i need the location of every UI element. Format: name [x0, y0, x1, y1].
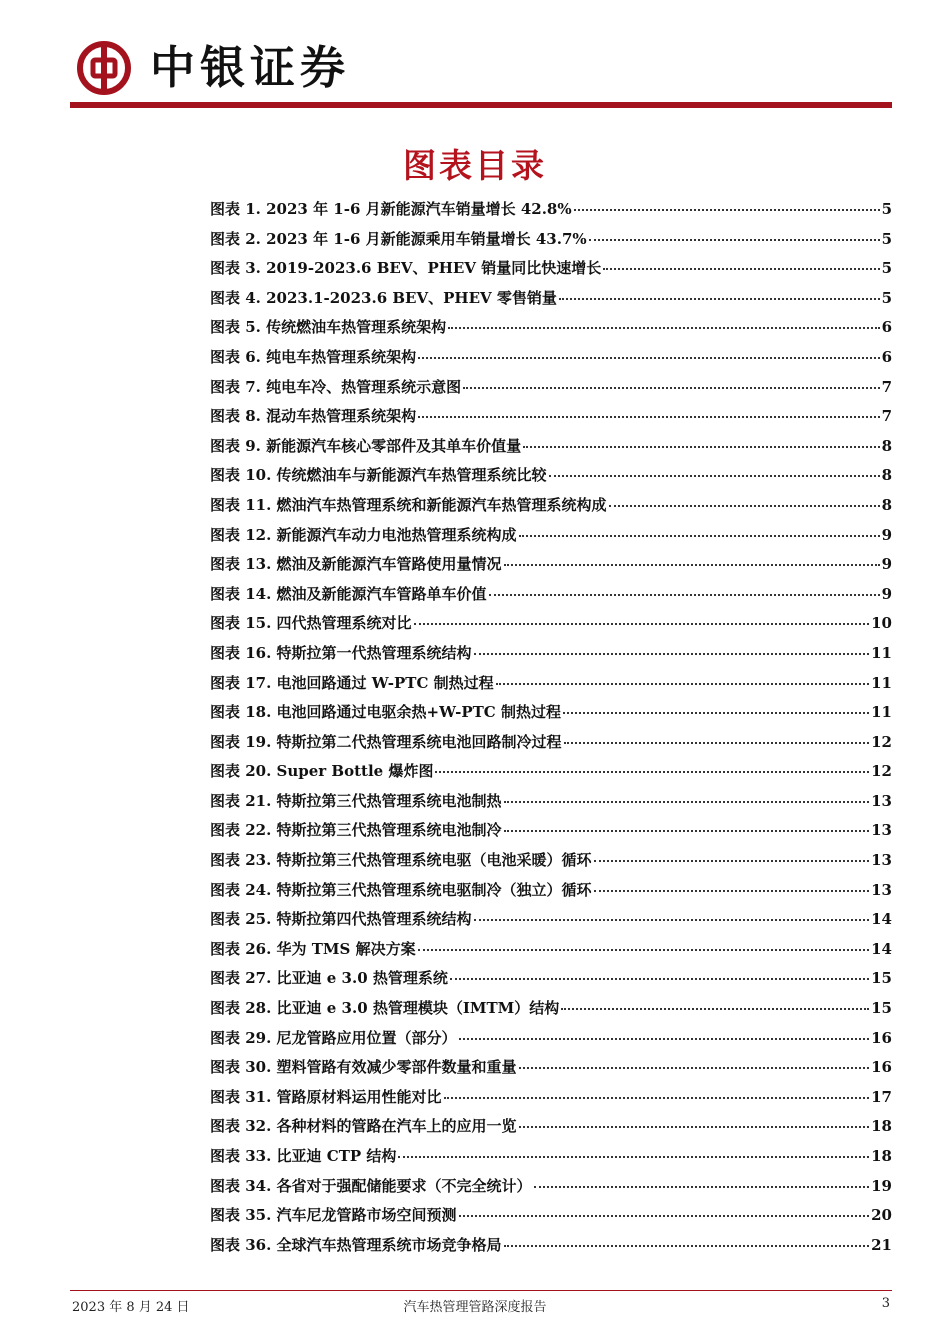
toc-entry-page: 9	[881, 584, 892, 603]
toc-entry-label: 图表 12. 新能源汽车动力电池热管理系统构成	[210, 525, 517, 544]
toc-entry-page: 8	[881, 466, 892, 485]
toc-entry-label: 图表 5. 传统燃油车热管理系统架构	[210, 318, 447, 337]
toc-entry[interactable]	[210, 1204, 892, 1234]
toc-entry-page: 17	[871, 1087, 892, 1106]
toc-entry[interactable]	[210, 405, 892, 435]
toc-entry-page: 5	[881, 229, 892, 248]
toc-entry-page: 7	[881, 377, 892, 396]
toc-entry[interactable]	[210, 524, 892, 554]
footer-report-title: 汽车热管理管路深度报告	[403, 1300, 547, 1315]
toc-entry-page: 6	[881, 318, 892, 337]
toc-entry-page: 18	[871, 1117, 892, 1136]
toc-dot-leader	[559, 298, 880, 300]
toc-entry[interactable]	[210, 1056, 892, 1086]
toc-entry-page: 13	[871, 821, 892, 840]
toc-dot-leader	[435, 771, 869, 773]
toc-entry[interactable]	[210, 228, 892, 258]
toc-entry[interactable]	[210, 1027, 892, 1057]
toc-dot-leader	[448, 327, 879, 329]
toc-entry-page: 14	[871, 939, 892, 958]
toc-entry-label: 图表 19. 特斯拉第二代热管理系统电池回路制冷过程	[210, 732, 562, 751]
toc-entry-label: 图表 32. 各种材料的管路在汽车上的应用一览	[210, 1117, 517, 1136]
toc-entry[interactable]	[210, 1145, 892, 1175]
toc-entry[interactable]	[210, 849, 892, 879]
toc-entry-label: 图表 17. 电池回路通过 W-PTC 制热过程	[210, 673, 494, 692]
toc-entry-label: 图表 21. 特斯拉第三代热管理系统电池制热	[210, 791, 502, 810]
toc-entry-page: 5	[881, 288, 892, 307]
toc-dot-leader	[594, 860, 870, 862]
toc-entry[interactable]	[210, 494, 892, 524]
toc-entry[interactable]	[210, 464, 892, 494]
toc-entry-page: 20	[871, 1206, 892, 1225]
toc-entry-page: 11	[871, 703, 892, 722]
toc-dot-leader	[594, 890, 870, 892]
table-of-figures	[210, 198, 892, 1263]
toc-entry-label: 图表 16. 特斯拉第一代热管理系统结构	[210, 643, 472, 662]
toc-entry[interactable]	[210, 1086, 892, 1116]
toc-dot-leader	[519, 535, 880, 537]
toc-entry-label: 图表 24. 特斯拉第三代热管理系统电驱制冷（独立）循环	[210, 880, 592, 899]
toc-entry[interactable]	[210, 257, 892, 287]
toc-entry-page: 15	[871, 999, 892, 1018]
toc-dot-leader	[444, 1097, 870, 1099]
toc-dot-leader	[459, 1038, 870, 1040]
toc-dot-leader	[534, 1186, 870, 1188]
toc-dot-leader	[474, 653, 870, 655]
toc-entry-page: 11	[871, 643, 892, 662]
toc-dot-leader	[504, 801, 870, 803]
toc-entry[interactable]	[210, 316, 892, 346]
toc-entry-label: 图表 20. Super Bottle 爆炸图	[210, 762, 434, 781]
toc-entry[interactable]	[210, 1234, 892, 1264]
toc-entry-label: 图表 10. 传统燃油车与新能源汽车热管理系统比较	[210, 466, 547, 485]
toc-dot-leader	[561, 1008, 869, 1010]
toc-entry-label: 图表 14. 燃油及新能源汽车管路单车价值	[210, 584, 487, 603]
toc-entry-label: 图表 27. 比亚迪 e 3.0 热管理系统	[210, 969, 448, 988]
toc-dot-leader	[463, 387, 879, 389]
toc-entry-label: 图表 2. 2023 年 1-6 月新能源乘用车销量增长 43.7%	[210, 229, 587, 248]
toc-entry-label: 图表 6. 纯电车热管理系统架构	[210, 347, 417, 366]
brand-name: 中银证券	[150, 41, 351, 94]
toc-entry-label: 图表 26. 华为 TMS 解决方案	[210, 939, 416, 958]
toc-entry[interactable]	[210, 583, 892, 613]
toc-entry[interactable]	[210, 346, 892, 376]
footer-date: 2023 年 8 月 24 日	[72, 1300, 190, 1315]
toc-entry[interactable]	[210, 553, 892, 583]
toc-dot-leader	[609, 505, 880, 507]
header-divider	[70, 102, 892, 108]
toc-entry-label: 图表 7. 纯电车冷、热管理系统示意图	[210, 377, 462, 396]
toc-entry-page: 5	[881, 259, 892, 278]
toc-entry-label: 图表 29. 尼龙管路应用位置（部分）	[210, 1028, 457, 1047]
bank-of-china-logo-icon	[76, 40, 132, 96]
toc-entry-label: 图表 23. 特斯拉第三代热管理系统电驱（电池采暖）循环	[210, 851, 592, 870]
toc-entry-page: 10	[871, 614, 892, 633]
toc-entry-label: 图表 15. 四代热管理系统对比	[210, 614, 412, 633]
toc-entry-page: 7	[881, 407, 892, 426]
toc-entry-label: 图表 4. 2023.1-2023.6 BEV、PHEV 零售销量	[210, 288, 557, 307]
toc-dot-leader	[418, 357, 879, 359]
toc-entry-label: 图表 1. 2023 年 1-6 月新能源汽车销量增长 42.8%	[210, 200, 572, 218]
toc-dot-leader	[504, 1245, 870, 1247]
toc-entry[interactable]	[210, 790, 892, 820]
toc-entry-page: 12	[871, 762, 892, 781]
toc-entry[interactable]	[210, 435, 892, 465]
toc-entry[interactable]	[210, 908, 892, 938]
toc-entry[interactable]	[210, 1115, 892, 1145]
toc-entry[interactable]	[210, 612, 892, 642]
toc-entry-page: 13	[871, 791, 892, 810]
toc-entry[interactable]	[210, 819, 892, 849]
toc-entry-page: 16	[871, 1058, 892, 1077]
toc-entry[interactable]	[210, 376, 892, 406]
toc-entry[interactable]	[210, 672, 892, 702]
toc-dot-leader	[398, 1156, 869, 1158]
toc-entry-page: 8	[881, 495, 892, 514]
toc-entry-page: 9	[881, 525, 892, 544]
toc-entry[interactable]	[210, 198, 892, 228]
toc-entry-page: 5	[881, 200, 892, 218]
toc-entry[interactable]	[210, 967, 892, 997]
toc-entry[interactable]	[210, 938, 892, 968]
toc-entry-page: 19	[871, 1176, 892, 1195]
toc-entry-label: 图表 34. 各省对于强配储能要求（不完全统计）	[210, 1176, 532, 1195]
toc-entry-page: 21	[871, 1235, 892, 1254]
toc-dot-leader	[450, 978, 869, 980]
toc-entry[interactable]	[210, 287, 892, 317]
toc-entry-page: 15	[871, 969, 892, 988]
toc-entry-page: 16	[871, 1028, 892, 1047]
toc-entry[interactable]	[210, 997, 892, 1027]
toc-entry[interactable]	[210, 1175, 892, 1205]
toc-dot-leader	[489, 594, 880, 596]
toc-dot-leader	[418, 949, 870, 951]
toc-entry-label: 图表 36. 全球汽车热管理系统市场竞争格局	[210, 1235, 502, 1254]
toc-entry-label: 图表 33. 比亚迪 CTP 结构	[210, 1147, 397, 1165]
toc-dot-leader	[504, 564, 880, 566]
toc-entry-label: 图表 30. 塑料管路有效减少零部件数量和重量	[210, 1058, 517, 1077]
toc-entry[interactable]	[210, 760, 892, 790]
toc-entry-label: 图表 9. 新能源汽车核心零部件及其单车价值量	[210, 436, 522, 455]
toc-dot-leader	[459, 1215, 870, 1217]
toc-entry-page: 13	[871, 851, 892, 870]
page-title: 图表目录	[403, 146, 547, 185]
footer-page-number: 3	[881, 1296, 890, 1311]
toc-dot-leader	[563, 712, 869, 714]
toc-entry-label: 图表 31. 管路原材料运用性能对比	[210, 1087, 442, 1106]
toc-entry[interactable]	[210, 642, 892, 672]
toc-entry-label: 图表 11. 燃油汽车热管理系统和新能源汽车热管理系统构成	[210, 495, 607, 514]
toc-entry[interactable]	[210, 879, 892, 909]
toc-entry-label: 图表 35. 汽车尼龙管路市场空间预测	[210, 1206, 457, 1225]
toc-dot-leader	[519, 1067, 870, 1069]
footer-divider	[70, 1290, 892, 1291]
toc-entry-label: 图表 8. 混动车热管理系统架构	[210, 407, 417, 426]
toc-entry-page: 13	[871, 880, 892, 899]
toc-entry[interactable]	[210, 731, 892, 761]
toc-dot-leader	[519, 1126, 870, 1128]
toc-entry-label: 图表 18. 电池回路通过电驱余热+W-PTC 制热过程	[210, 703, 561, 722]
toc-dot-leader	[564, 742, 870, 744]
toc-entry-label: 图表 25. 特斯拉第四代热管理系统结构	[210, 910, 472, 929]
toc-dot-leader	[474, 919, 870, 921]
toc-entry-page: 9	[881, 555, 892, 574]
toc-entry-page: 18	[871, 1147, 892, 1165]
toc-dot-leader	[603, 268, 879, 270]
toc-entry-label: 图表 28. 比亚迪 e 3.0 热管理模块（IMTM）结构	[210, 999, 560, 1018]
toc-dot-leader	[574, 209, 880, 211]
toc-dot-leader	[504, 830, 870, 832]
toc-entry-page: 12	[871, 732, 892, 751]
toc-entry-label: 图表 3. 2019-2023.6 BEV、PHEV 销量同比快速增长	[210, 259, 602, 278]
toc-entry-label: 图表 13. 燃油及新能源汽车管路使用量情况	[210, 555, 502, 574]
toc-dot-leader	[589, 239, 880, 241]
toc-entry-page: 11	[871, 673, 892, 692]
toc-dot-leader	[523, 446, 879, 448]
toc-entry-label: 图表 22. 特斯拉第三代热管理系统电池制冷	[210, 821, 502, 840]
toc-dot-leader	[418, 416, 879, 418]
toc-entry-page: 14	[871, 910, 892, 929]
toc-dot-leader	[549, 475, 880, 477]
toc-dot-leader	[496, 683, 870, 685]
toc-entry[interactable]	[210, 701, 892, 731]
toc-entry-page: 6	[881, 347, 892, 366]
toc-dot-leader	[414, 623, 870, 625]
toc-entry-page: 8	[881, 436, 892, 455]
page-header	[0, 0, 950, 110]
